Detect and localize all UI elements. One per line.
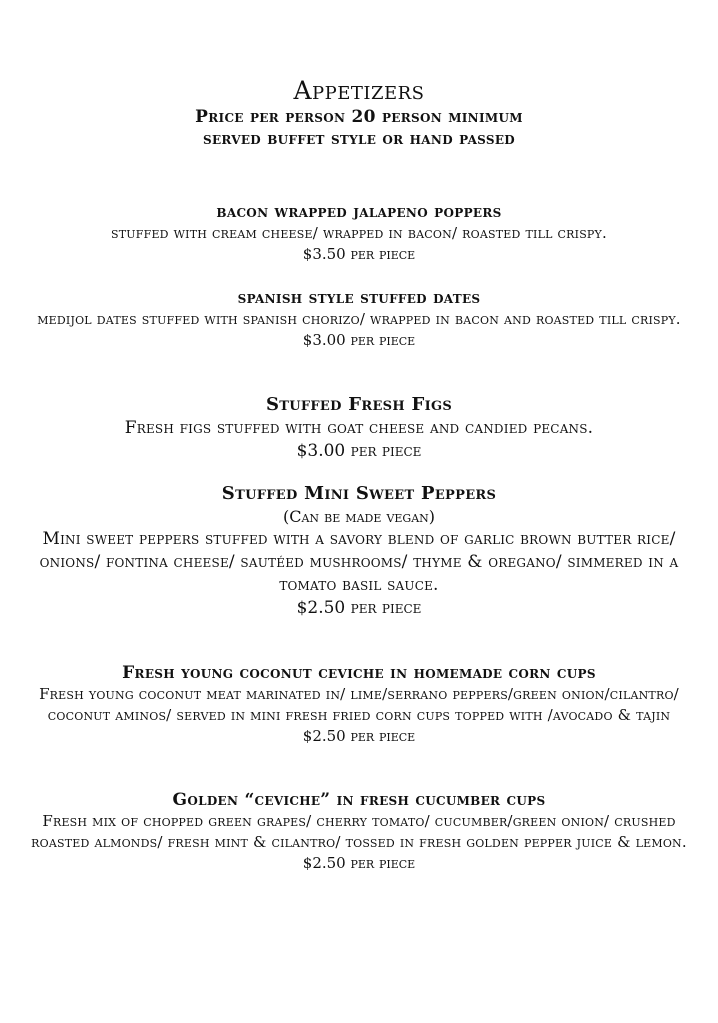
item-price: $3.00 per piece xyxy=(296,441,422,461)
item-name: Stuffed Fresh Figs xyxy=(265,394,453,415)
item-description: stuffed with cream cheese/ wrapped in bacon/ roasted till crispy. xyxy=(111,224,607,242)
menu-item xyxy=(0,393,718,463)
item-description: Fresh figs stuffed with goat cheese and candied pecans. xyxy=(124,418,594,438)
item-note: (Can be made vegan) xyxy=(282,507,436,526)
item-price: $3.00 per piece xyxy=(302,331,416,349)
menu-header xyxy=(0,76,718,150)
item-price: $2.50 per piece xyxy=(302,854,416,872)
item-description: Fresh young coconut meat marinated in/ lime/serrano peppers/green onion/cilantro/ coconut aminos/ served in mini fresh fried corn cups topped with /avocado & tajin xyxy=(39,685,679,724)
item-description: Fresh mix of chopped green grapes/ cherry tomato/ cucumber/green onion/ crushed roasted almonds/ fresh mint & cilantro/ tossed in fresh golden pepper juice & lemon. xyxy=(31,812,687,851)
item-name: Fresh young coconut ceviche in homemade corn cups xyxy=(122,663,596,683)
item-price: $3.50 per piece xyxy=(302,245,416,263)
page-title: Appetizers xyxy=(293,76,425,105)
item-name: Golden “ceviche” in fresh cucumber cups xyxy=(172,790,546,810)
pricing-note: Price per person 20 person minimum xyxy=(195,107,523,127)
item-description: Mini sweet peppers stuffed with a savory blend of garlic brown butter rice/ onions/ fontina cheese/ sautéed mushrooms/ thyme & oregano/ simmered in a tomato basil sauce. xyxy=(39,529,679,595)
item-name: bacon wrapped jalapeno poppers xyxy=(216,202,502,222)
item-price: $2.50 per piece xyxy=(296,598,422,618)
menu-item xyxy=(0,482,718,620)
item-price: $2.50 per piece xyxy=(302,727,416,745)
menu-item xyxy=(0,662,718,747)
menu-item xyxy=(0,201,718,265)
menu-item xyxy=(0,287,718,351)
item-description: medijol dates stuffed with spanish chorizo/ wrapped in bacon and roasted till crispy. xyxy=(37,310,681,328)
menu-item xyxy=(0,789,718,874)
service-note: served buffet style or hand passed xyxy=(202,129,515,149)
item-name: spanish style stuffed dates xyxy=(237,288,481,308)
item-name: Stuffed Mini Sweet Peppers xyxy=(221,483,497,504)
